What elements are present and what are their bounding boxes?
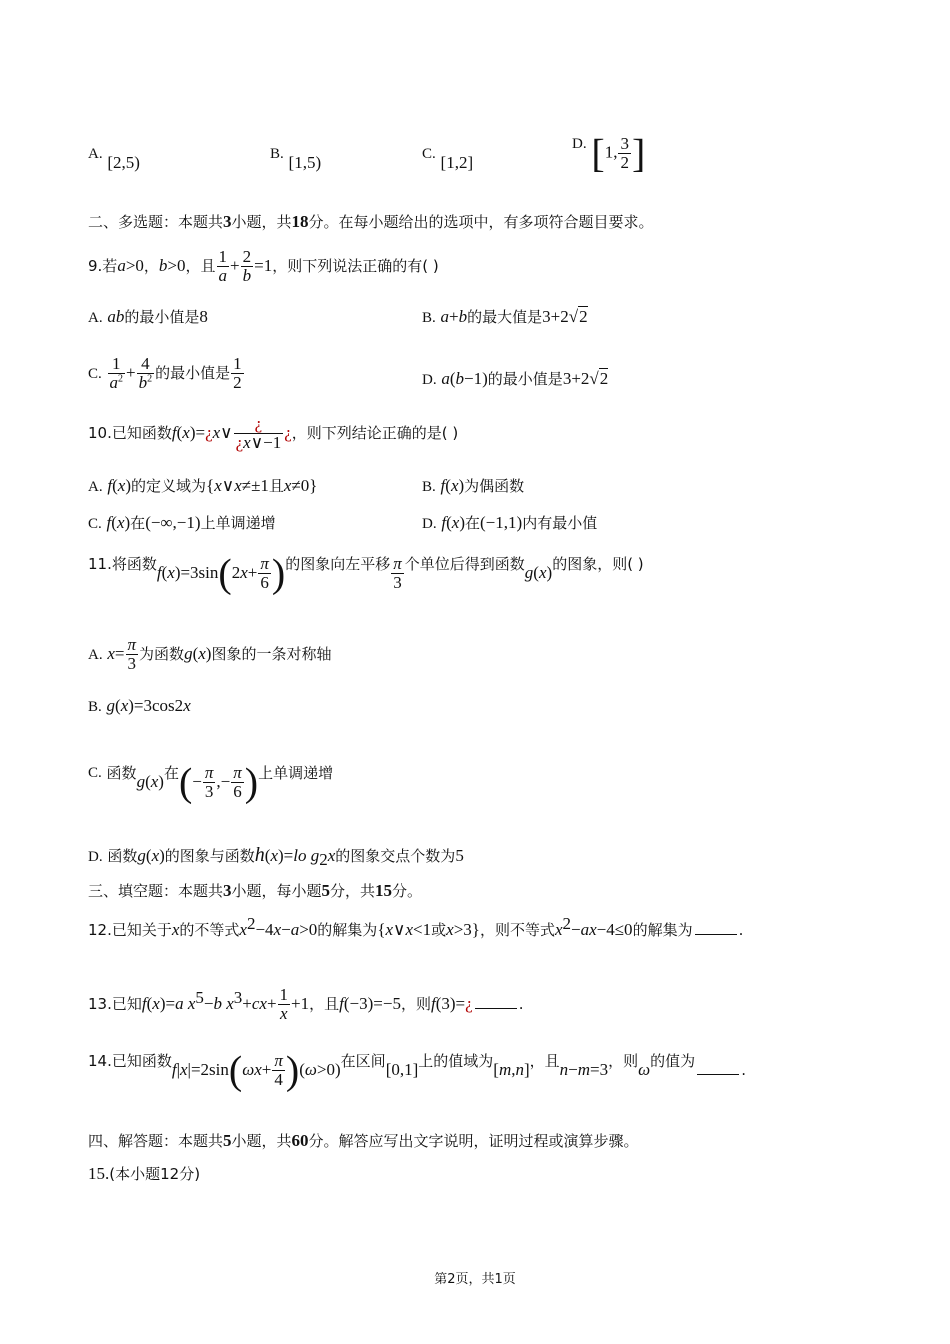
section-4-header: 四、解答题：本题共5小题，共60分。解答应写出文字说明，证明过程或演算步骤。 — [88, 1131, 639, 1150]
q8-option-a: A. [2,5) — [88, 146, 140, 172]
q9-option-b: B. a+b的最大值是3+2√2 — [422, 307, 588, 326]
question-9: 9.若a>0，b>0，且 $\frac{1}{a}$ + $\frac{2}{b}$ =1，则下列说法正确的有( ) — [88, 247, 439, 285]
q11-option-d: D. 函数g(x)的图象与函数h(x)=lo $g_2x$的图象交点个数为5 — [88, 844, 464, 869]
q10-option-c: C. f(x)在(−∞,−1)上单调递增 — [88, 513, 276, 532]
question-15: 15.(本小题12分) — [88, 1164, 201, 1183]
page-footer: 第2页，共1页 — [434, 1272, 516, 1287]
question-10: 10.已知函数f(x)=¿x∨ $\frac{¿}{¿x\vee-1}$ ¿，则下列结论正确的是( ) — [88, 414, 459, 452]
q10-option-a: A. f(x)的定义域为{x∨x≠±1且x≠0} — [88, 476, 318, 495]
q11-option-b: B. g(x)=3cos2x — [88, 696, 191, 715]
q10-option-b: B. f(x)为偶函数 — [422, 476, 525, 495]
question-12: 12.已知关于x的不等式$x^2-4x-a>0$的解集为{x∨x<1或x>3}，则不等式$x^2-ax-4\le 0$的解集为 . — [88, 914, 744, 939]
q8-option-d: D. [1, $\frac{3}{2}$ ] — [572, 130, 646, 176]
q11-option-c: C. 函数g(x)在(− $\frac{\pi}{3}$ ,− $\frac{\pi}{6}$ )上单调递增 — [88, 759, 334, 805]
q8-option-b: B. [1,5) — [270, 146, 322, 172]
question-13: 13.已知f(x)=a $x^5-b$ $x^3+cx+$ $\frac{1}{x}$ +1，且f(−3)=−5，则f(3)=¿ . — [88, 985, 524, 1023]
q9-option-a: A. ab的最小值是8 — [88, 307, 208, 326]
section-2-header: 二、多选题：本题共3小题，共18分。在每小题给出的选项中，有多项符合题目要求。 — [88, 212, 654, 231]
q9-option-d: D. a(b−1)的最小值是3+2√2 — [422, 369, 609, 388]
q11-option-a: A. x= $\frac{\pi}{3}$ 为函数g(x)图象的一条对称轴 — [88, 635, 332, 673]
question-14: 14.已知函数f|x|=2sin(ωx+ $\frac{\pi}{4}$ )(ω>0)在区间[0,1]上的值域为[m,n]，且n−m=3，则ω的值为 . — [88, 1047, 746, 1093]
q10-option-d: D. f(x)在(−1,1)内有最小值 — [422, 513, 598, 532]
q9-option-c: C. $\frac{1}{a^2}$ + $\frac{4}{b^2}$ 的最小值是 $\frac{1}{2}$ — [88, 354, 242, 392]
question-11: 11.将函数f(x)=3sin(2x+ $\frac{\pi}{6}$ )的图象向左平移 $\frac{\pi}{3}$ 个单位后得到函数g(x)的图象，则( ) — [88, 550, 644, 596]
q8-option-c: C. [1,2] — [422, 146, 474, 172]
section-3-header: 三、填空题：本题共3小题，每小题5分，共15分。 — [88, 881, 423, 900]
